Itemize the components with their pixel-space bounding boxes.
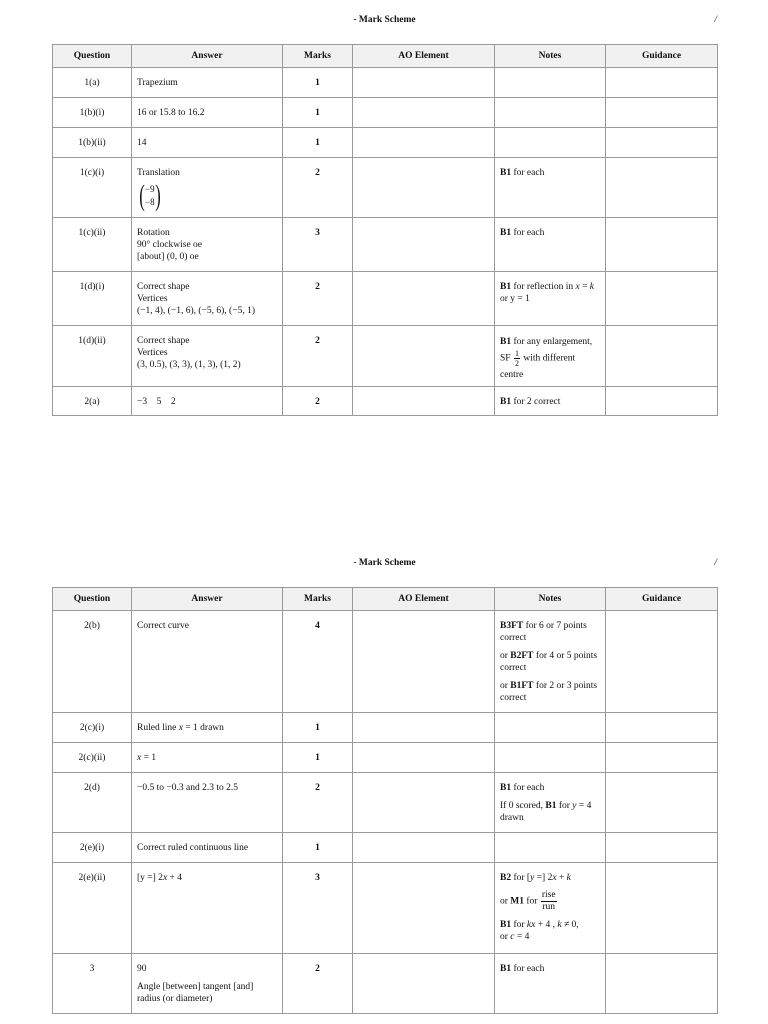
answer: Correct curve xyxy=(137,621,189,631)
answer: 16 or 15.8 to 16.2 xyxy=(137,108,205,118)
notes: B1 for 2 correct xyxy=(500,397,561,407)
notes: B1 for each xyxy=(500,964,545,974)
page-slash: / xyxy=(714,15,717,25)
marks: 1 xyxy=(315,78,320,88)
question-number: 1(d)(i) xyxy=(79,282,105,292)
table-row xyxy=(53,833,718,863)
col-guidance: Guidance xyxy=(606,588,718,611)
marks: 1 xyxy=(315,843,320,853)
col-notes: Notes xyxy=(495,45,606,68)
notes: B1 for each xyxy=(500,168,545,178)
mark-scheme-table-2 xyxy=(52,587,718,1014)
question-number: 1(c)(i) xyxy=(79,168,105,178)
table-row xyxy=(53,611,718,713)
marks: 2 xyxy=(315,964,320,974)
question-number: 2(e)(i) xyxy=(79,843,105,853)
answer: Translation xyxy=(137,168,180,178)
marks: 1 xyxy=(315,753,320,763)
col-answer: Answer xyxy=(132,588,283,611)
col-question: Question xyxy=(53,588,132,611)
page-title: - Mark Scheme xyxy=(353,15,416,25)
col-marks: Marks xyxy=(283,588,353,611)
notes: B1 for each If 0 scored, B1 for y = 4 drawn xyxy=(500,783,592,823)
table-row xyxy=(53,218,718,272)
question-number: 2(c)(i) xyxy=(79,723,105,733)
column-vector xyxy=(137,181,163,211)
answer: Rotation 90° clockwise oe [about] (0, 0) oe xyxy=(137,228,203,262)
question-number: 2(c)(ii) xyxy=(78,753,106,763)
marks: 1 xyxy=(315,723,320,733)
marks: 3 xyxy=(315,873,320,883)
question-number: 2(d) xyxy=(84,783,100,793)
marks: 2 xyxy=(315,397,320,407)
table-row xyxy=(53,158,718,218)
header-row xyxy=(53,45,718,68)
question-number: 3 xyxy=(89,964,95,974)
marks: 1 xyxy=(315,138,320,148)
marks: 1 xyxy=(315,108,320,118)
table-row xyxy=(53,743,718,773)
table-row xyxy=(53,326,718,387)
col-ao-element: AO Element xyxy=(353,588,495,611)
vector-bottom: −8 xyxy=(145,197,155,207)
marks: 2 xyxy=(315,783,320,793)
answer: Ruled line x = 1 drawn xyxy=(137,723,224,733)
answer: x = 1 xyxy=(137,753,157,763)
answer: Trapezium xyxy=(137,78,178,88)
marks: 2 xyxy=(315,282,320,292)
header-row xyxy=(53,588,718,611)
col-answer: Answer xyxy=(132,45,283,68)
notes: B1 for reflection in x = k or y = 1 xyxy=(500,282,595,304)
col-guidance: Guidance xyxy=(606,45,718,68)
answer: Correct shape Vertices (−1, 4), (−1, 6), (−5, 6), (−5, 1) xyxy=(137,282,255,316)
table-row xyxy=(53,863,718,954)
answer: −3 5 2 xyxy=(137,397,176,407)
notes: B3FT for 6 or 7 points correct or B2FT for 4 or 5 points correct or B1FT for 2 or 3 points correct xyxy=(500,621,598,703)
mark-scheme-table-1 xyxy=(52,44,718,416)
table-row xyxy=(53,68,718,98)
notes: B1 for any enlargement, SF $\frac{1}{2}$ with different centre xyxy=(500,337,593,380)
marks: 4 xyxy=(315,621,320,631)
page-title: - Mark Scheme xyxy=(353,558,416,568)
col-question: Question xyxy=(53,45,132,68)
left-paren: ( xyxy=(139,179,145,212)
question-number: 1(c)(ii) xyxy=(78,228,106,238)
answer: −0.5 to −0.3 and 2.3 to 2.5 xyxy=(137,783,238,793)
table-row xyxy=(53,773,718,833)
col-notes: Notes xyxy=(495,588,606,611)
question-number: 2(b) xyxy=(84,621,100,631)
question-number: 1(a) xyxy=(84,78,100,88)
table-row xyxy=(53,128,718,158)
right-paren: ) xyxy=(154,179,161,212)
marks: 2 xyxy=(315,336,320,346)
marks: 2 xyxy=(315,168,320,178)
table-row xyxy=(53,272,718,326)
answer: 14 xyxy=(137,138,147,148)
table-row xyxy=(53,713,718,743)
table-row xyxy=(53,98,718,128)
question-number: 1(b)(ii) xyxy=(78,138,106,148)
question-number: 2(e)(ii) xyxy=(78,873,106,883)
page-header-2 xyxy=(52,558,717,572)
notes: B2 for [y =] 2x + k or M1 for $\frac{\text{rise}}{\text{run}}$ B1 for kx + 4 , k ≠ 0, or c = 4 xyxy=(500,873,579,942)
fraction: $\frac{\text{rise}}{\text{run}}$ xyxy=(541,890,556,912)
col-marks: Marks xyxy=(283,45,353,68)
answer: [y =] 2x + 4 xyxy=(137,873,183,883)
question-number: 1(b)(i) xyxy=(79,108,105,118)
notes: B1 for each xyxy=(500,228,545,238)
page-slash: / xyxy=(714,558,717,568)
marks: 3 xyxy=(315,228,320,238)
answer: Correct ruled continuous line xyxy=(137,843,249,853)
table-row xyxy=(53,954,718,1014)
answer: 90 Angle [between] tangent [and] radius (or diameter) xyxy=(137,964,254,1004)
fraction: $\frac{1}{2}$ xyxy=(514,349,519,368)
answer: Correct shape Vertices (3, 0.5), (3, 3), (1, 3), (1, 2) xyxy=(137,336,241,370)
table-row xyxy=(53,387,718,416)
vector-top: −9 xyxy=(145,184,155,194)
page-header-1 xyxy=(52,15,717,29)
question-number: 2(a) xyxy=(84,397,100,407)
question-number: 1(d)(ii) xyxy=(78,336,106,346)
col-ao-element: AO Element xyxy=(353,45,495,68)
